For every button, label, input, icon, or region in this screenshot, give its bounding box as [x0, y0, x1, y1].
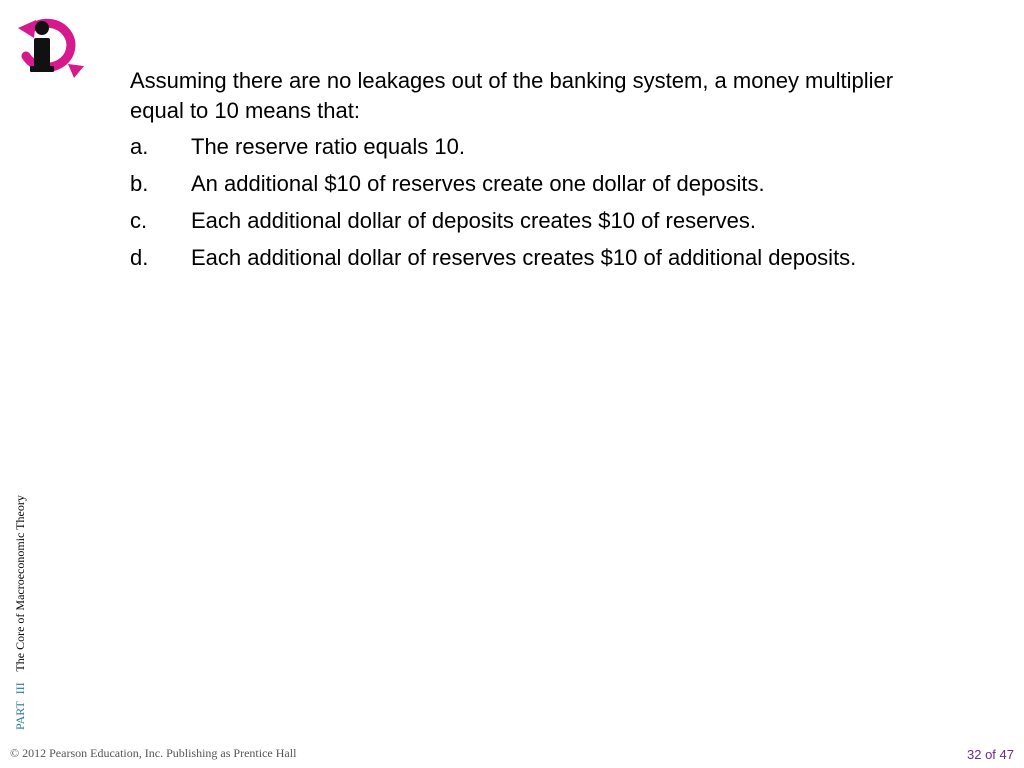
info-cycle-icon [12, 16, 86, 80]
option-letter: a. [130, 134, 149, 159]
option-text: The reserve ratio equals 10. [191, 134, 465, 159]
option-letter: c. [130, 208, 148, 233]
option-text: Each additional dollar of deposits creates $10 of reserves. [191, 208, 756, 233]
part-word: PART [13, 701, 27, 730]
option-b [130, 169, 910, 199]
option-text: An additional $10 of reserves create one dollar of deposits. [191, 171, 765, 196]
option-d [130, 243, 910, 273]
option-letter: b. [130, 171, 149, 196]
option-c [130, 206, 910, 236]
option-text: Each additional dollar of reserves creates $10 of additional deposits. [191, 245, 857, 270]
part-number: III [13, 682, 27, 695]
question-block [130, 66, 910, 280]
part-title: The Core of Macroeconomic Theory [13, 495, 27, 672]
copyright-notice: © 2012 Pearson Education, Inc. Publishing as Prentice Hall [10, 746, 297, 760]
option-a [130, 132, 910, 162]
question-stem: Assuming there are no leakages out of the banking system, a money multiplier equal to 10 means that: [130, 68, 894, 123]
option-letter: d. [130, 245, 149, 270]
page-number: 32 of 47 [967, 747, 1014, 762]
part-label [12, 495, 28, 730]
